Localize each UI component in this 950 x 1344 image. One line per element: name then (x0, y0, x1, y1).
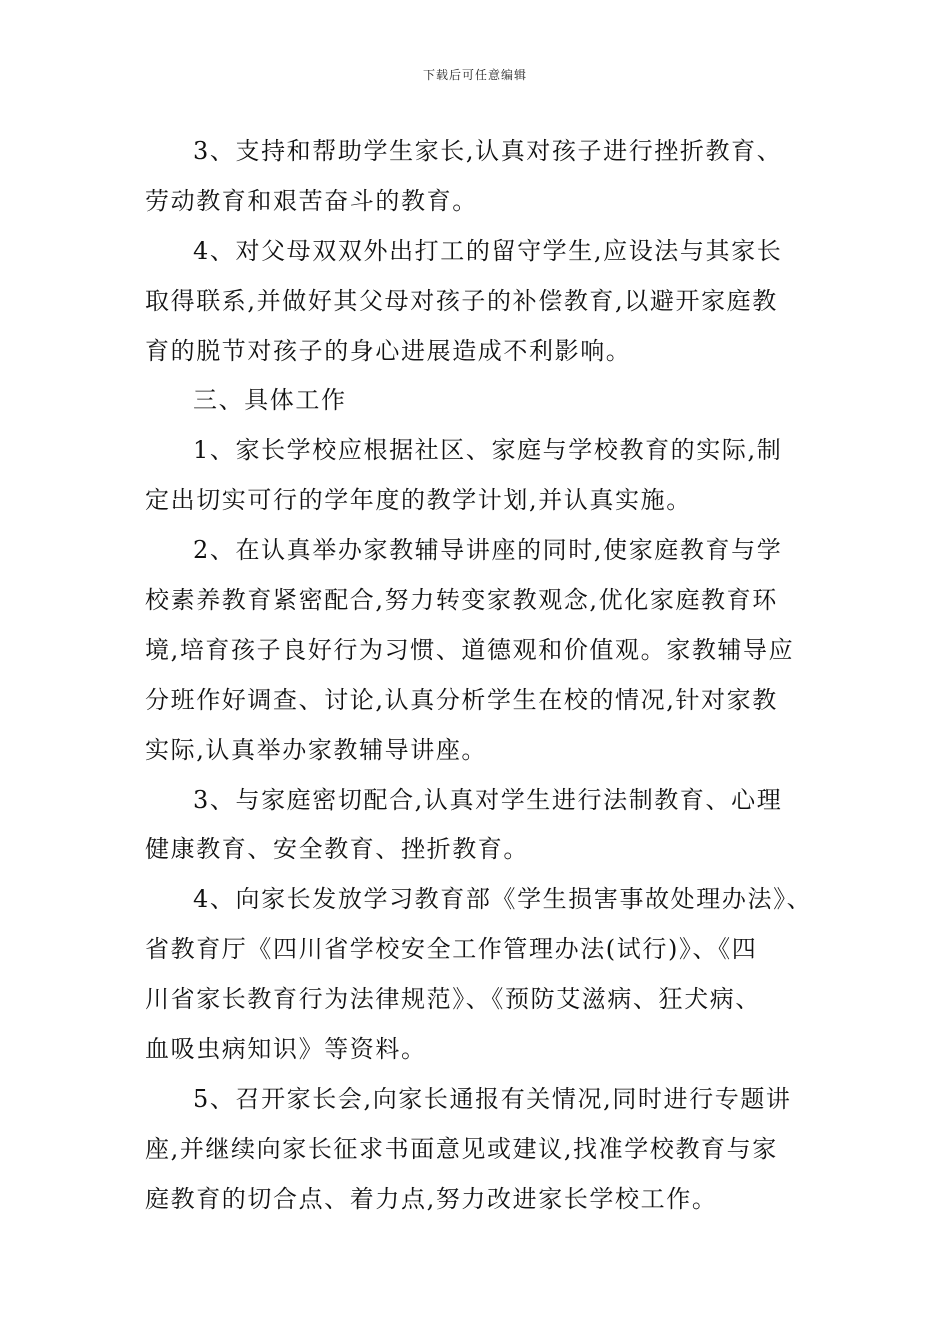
text-line: 实际,认真举办家教辅导讲座。 (145, 735, 488, 764)
text-line: 三、具体工作 (193, 386, 347, 415)
text-line: 3、与家庭密切配合,认真对学生进行法制教育、心理 (193, 785, 783, 814)
page-header: 下载后可任意编辑 (422, 68, 527, 82)
text-line: 川省家长教育行为法律规范》、《预防艾滋病、狂犬病、 (145, 985, 761, 1014)
text-line: 健康教育、安全教育、挫折教育。 (145, 835, 529, 864)
text-line: 取得联系,并做好其父母对孩子的补偿教育,以避开家庭教 (145, 286, 778, 315)
text-line: 劳动教育和艰苦奋斗的教育。 (145, 186, 478, 215)
text-line: 庭教育的切合点、着力点,努力改进家长学校工作。 (145, 1184, 718, 1213)
text-line: 5、召开家长会,向家长通报有关情况,同时进行专题讲 (193, 1084, 792, 1113)
text-line: 定出切实可行的学年度的教学计划,并认真实施。 (145, 486, 692, 515)
text-line: 4、向家长发放学习教育部《学生损害事故处理办法》、 (193, 885, 813, 914)
text-line: 4、对父母双双外出打工的留守学生,应设法与其家长 (193, 236, 783, 265)
text-line: 省教育厅《四川省学校安全工作管理办法(试行)》、《四 (145, 935, 758, 964)
text-line: 1、家长学校应根据社区、家庭与学校教育的实际,制 (193, 436, 783, 465)
text-line: 血吸虫病知识》等资料。 (145, 1035, 427, 1064)
text-line: 3、支持和帮助学生家长,认真对孩子进行挫折教育、 (193, 137, 783, 165)
text-line: 座,并继续向家长征求书面意见或建议,找准学校教育与家 (145, 1134, 778, 1163)
text-line: 育的脱节对孩子的身心进展造成不利影响。 (145, 336, 632, 365)
text-line: 2、在认真举办家教辅导讲座的同时,使家庭教育与学 (193, 536, 783, 565)
text-line: 校素养教育紧密配合,努力转变家教观念,优化家庭教育环 (145, 586, 778, 615)
document-body (145, 127, 815, 1225)
text-line: 分班作好调查、讨论,认真分析学生在校的情况,针对家教 (145, 685, 778, 714)
text-line: 境,培育孩子良好行为习惯、道德观和价值观。家教辅导应 (145, 635, 795, 664)
